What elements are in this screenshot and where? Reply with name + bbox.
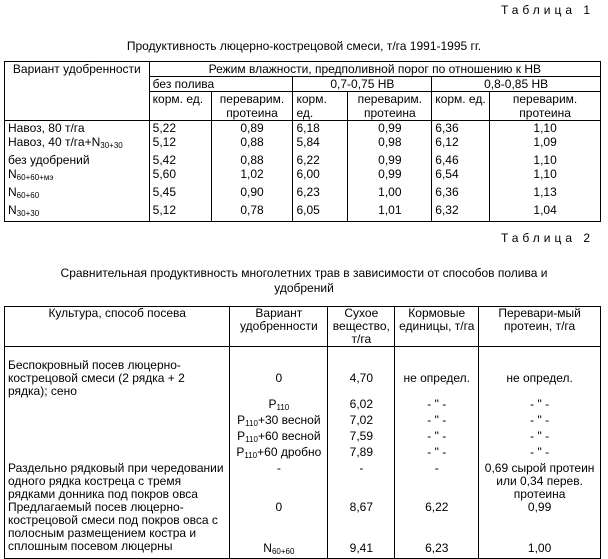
t1-sub-header: корм. ед. xyxy=(293,92,348,121)
row-culture: Предлагаемый посев люцерно-кострецовой смеси под покров овса с полосным размещением костра и сплошным посевом люцерны xyxy=(5,501,230,559)
cell: 0,99 xyxy=(348,153,432,167)
table2-title-line: Сравнительная продуктивность многолетних трав в зависимости от способов полива и xyxy=(60,266,548,280)
table2-label: Таблица 2 xyxy=(500,231,594,245)
row-culture: Беспокровный посев люцерно-кострецовой смеси (2 рядка + 2 рядка); сено xyxy=(5,347,230,399)
t2-culture-header: Культура, способ посева xyxy=(5,307,230,347)
cell xyxy=(230,501,328,559)
cell xyxy=(5,398,230,414)
cell: 6,22 xyxy=(293,153,348,167)
t1-variant-header: Вариант удобренности xyxy=(5,62,150,121)
cell: 6,12 xyxy=(432,135,490,153)
table1-title: Продуктивность люцерно-кострецовой смеси, т/га 1991-1995 гг. xyxy=(126,39,482,53)
table-row xyxy=(5,153,601,167)
cell: - xyxy=(230,462,328,501)
cell-value: 6,22 xyxy=(425,500,449,514)
cell: 0 xyxy=(230,347,328,399)
cell-value: 0 xyxy=(275,500,283,514)
t2-variant-header: Вариант удобренности xyxy=(230,307,328,347)
cell: 0,88 xyxy=(211,153,293,167)
t1-sub-header: переварим. протеина xyxy=(348,92,432,121)
cell: - xyxy=(328,462,395,501)
cell: 0,78 xyxy=(211,203,293,222)
cell: 6,23 xyxy=(293,185,348,203)
table-row xyxy=(5,347,601,399)
cell: 0,90 xyxy=(211,185,293,203)
table-row xyxy=(5,446,601,462)
cell: 1,00 xyxy=(348,185,432,203)
t2-protein-header: Перевари-мый протеин, т/га xyxy=(479,307,601,347)
cell: 6,36 xyxy=(432,185,490,203)
t1-sub-header: переварим. протеина xyxy=(490,92,601,121)
cell: $P_{110}+60$ весной xyxy=(230,430,328,446)
cell: - " - xyxy=(479,430,601,446)
cell: 6,54 xyxy=(432,167,490,185)
cell: 0,99 xyxy=(348,121,432,136)
table-row xyxy=(5,135,601,153)
table-row xyxy=(5,414,601,430)
cell: 6,02 xyxy=(328,398,395,414)
cell: 1,10 xyxy=(490,121,601,136)
t1-regime-header: Режим влажности, предполивной порог по отношению к НВ xyxy=(149,62,600,77)
cell: 0,98 xyxy=(348,135,432,153)
cell: - " - xyxy=(479,414,601,430)
table-row xyxy=(5,167,601,185)
t1-sub-header: корм. ед. xyxy=(432,92,490,121)
cell xyxy=(395,501,479,559)
t2-feed-header: Кормовые единицы, т/га xyxy=(395,307,479,347)
cell: $P_{110}$ xyxy=(230,398,328,414)
t1-group-header: 0,8-0,85 НВ xyxy=(432,77,601,92)
cell xyxy=(5,414,230,430)
cell-value: 0,99 xyxy=(527,500,552,514)
cell: 1,04 xyxy=(490,203,601,222)
cell: - " - xyxy=(395,430,479,446)
table-row xyxy=(5,203,601,222)
cell: - " - xyxy=(395,414,479,430)
cell: 1,09 xyxy=(490,135,601,153)
table-row xyxy=(5,501,601,559)
cell: 1,13 xyxy=(490,185,601,203)
table2-title-line: удобрений xyxy=(274,281,334,295)
cell-value: $N_{60+60}$ xyxy=(263,541,295,556)
cell: 5,60 xyxy=(149,167,211,185)
cell: 5,42 xyxy=(149,153,211,167)
row-label: $N_{60+60+мэ}$ xyxy=(5,167,150,185)
cell: 0,88 xyxy=(211,135,293,153)
cell: - xyxy=(395,462,479,501)
cell: 7,89 xyxy=(328,446,395,462)
cell: - " - xyxy=(479,446,601,462)
cell: не определ. xyxy=(395,347,479,399)
cell: 5,12 xyxy=(149,203,211,222)
row-label: $N_{60+60}$ xyxy=(5,185,150,203)
cell: - " - xyxy=(395,446,479,462)
cell: 1,10 xyxy=(490,153,601,167)
cell: 6,05 xyxy=(293,203,348,222)
cell: 1,02 xyxy=(211,167,293,185)
cell: 6,18 xyxy=(293,121,348,136)
cell: - " - xyxy=(479,398,601,414)
cell: 5,45 xyxy=(149,185,211,203)
row-label: $N_{30+30}$ xyxy=(5,203,150,222)
table-row xyxy=(5,398,601,414)
cell: 0,99 xyxy=(348,167,432,185)
cell: 6,00 xyxy=(293,167,348,185)
cell: 0,69 сырой протеин или 0,34 перев. протеина xyxy=(479,462,601,501)
table-row xyxy=(5,185,601,203)
table-row xyxy=(5,430,601,446)
t1-group-header: 0,7-0,75 НВ xyxy=(293,77,432,92)
table-row xyxy=(5,462,601,501)
cell: 1,10 xyxy=(490,167,601,185)
cell xyxy=(5,446,230,462)
cell: 5,84 xyxy=(293,135,348,153)
cell: 4,70 xyxy=(328,347,395,399)
cell: 6,36 xyxy=(432,121,490,136)
cell-value: 9,41 xyxy=(349,541,373,555)
table1-label: Таблица 1 xyxy=(500,3,594,17)
cell: не определ. xyxy=(479,347,601,399)
t1-sub-header: переварим. протеина xyxy=(211,92,293,121)
cell: - " - xyxy=(395,398,479,414)
cell: 7,59 xyxy=(328,430,395,446)
row-label: без удобрений xyxy=(5,153,150,167)
t1-group-header: без полива xyxy=(149,77,293,92)
cell-value: 8,67 xyxy=(349,500,373,514)
cell: $P_{110}+60$ дробно xyxy=(230,446,328,462)
cell: $P_{110}+30$ весной xyxy=(230,414,328,430)
cell: 7,02 xyxy=(328,414,395,430)
row-culture: Раздельно рядковый при чередовании одного рядка костреца с тремя рядками донника под покров овса xyxy=(5,462,230,501)
row-label: Навоз, 40 $т/га+N_{30+30}$ xyxy=(5,135,150,153)
table1 xyxy=(4,61,601,222)
row-label: Навоз, 80 т/га xyxy=(5,121,150,136)
t1-sub-header: корм. ед. xyxy=(149,92,211,121)
cell: 6,32 xyxy=(432,203,490,222)
cell: 1,01 xyxy=(348,203,432,222)
cell xyxy=(5,430,230,446)
t2-dry-header: Сухое вещество, т/га xyxy=(328,307,395,347)
table2-title xyxy=(0,266,608,296)
cell xyxy=(328,501,395,559)
table2 xyxy=(4,306,601,559)
cell: 6,46 xyxy=(432,153,490,167)
cell-value: 6,23 xyxy=(425,541,449,555)
cell xyxy=(479,501,601,559)
cell: 0,89 xyxy=(211,121,293,136)
table-row xyxy=(5,121,601,136)
cell: 5,12 xyxy=(149,135,211,153)
cell-value: 1,00 xyxy=(527,541,552,555)
cell: 5,22 xyxy=(149,121,211,136)
